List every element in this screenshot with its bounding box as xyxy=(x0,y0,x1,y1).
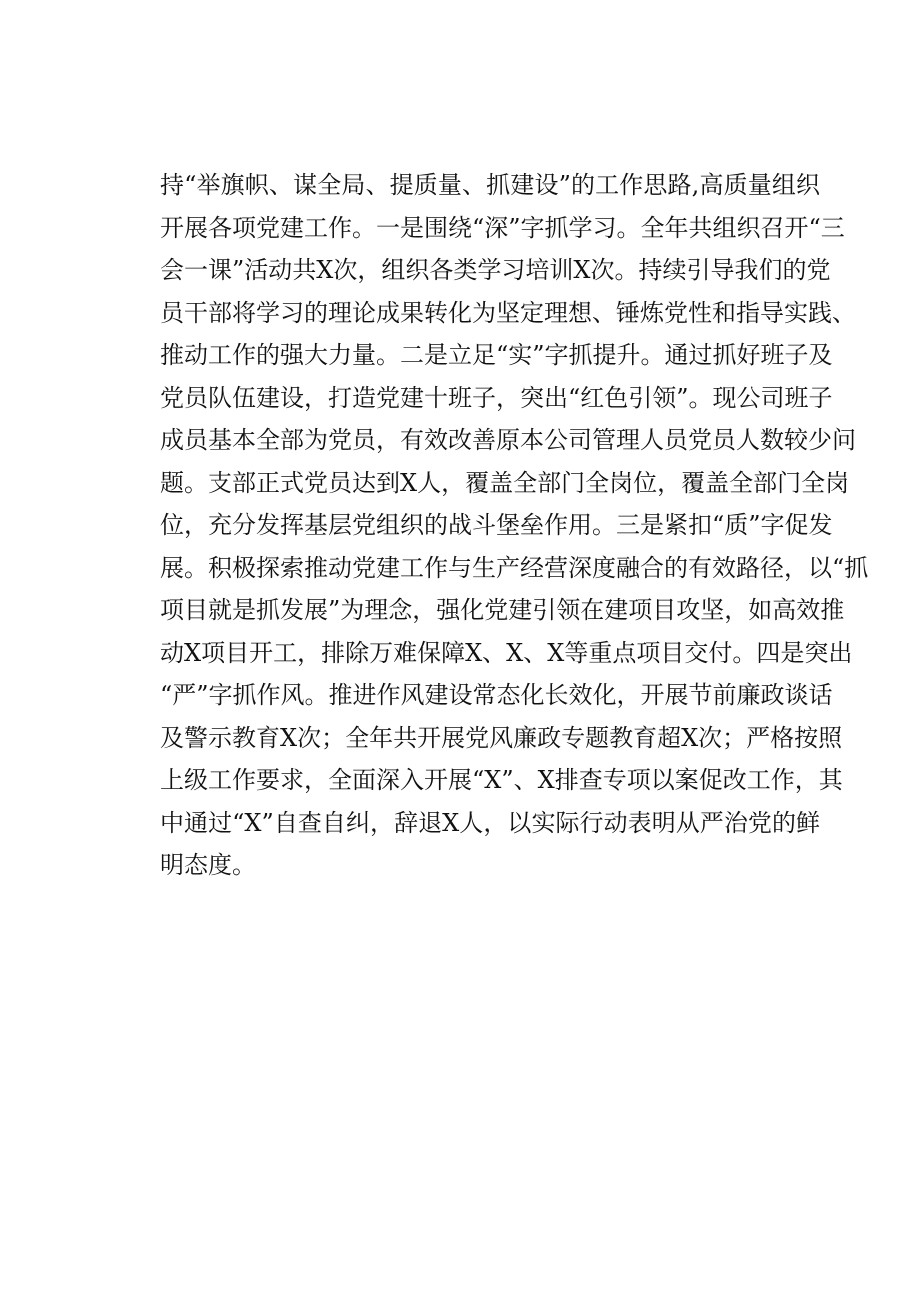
body-paragraph xyxy=(160,164,869,887)
paragraph-line-4: 员干部将学习的理论成果转化为坚定理想、锤炼党性和指导实践、 xyxy=(160,298,856,327)
paragraph-line-14: 及警示教育X次；全年共开展党风廉政专题教育超X次；严格按照 xyxy=(160,723,843,752)
paragraph-line-2: 开展各项党建工作。一是围绕“深”字抓学习。全年共组织召开“三 xyxy=(160,213,845,242)
paragraph-line-7: 成员基本全部为党员，有效改善原本公司管理人员党员人数较少问 xyxy=(160,426,856,454)
paragraph-line-8: 题。支部正式党员达到X人，覆盖全部门全岗位，覆盖全部门全岗 xyxy=(160,468,850,497)
paragraph-line-16: 中通过“X”自查自纠，辞退X人，以实际行动表明从严治党的鲜 xyxy=(160,808,820,837)
paragraph-line-10: 展。积极探索推动党建工作与生产经营深度融合的有效路径，以“抓 xyxy=(160,553,869,582)
paragraph-line-17: 明态度。 xyxy=(160,851,256,879)
paragraph-line-3: 会一课”活动共X次，组织各类学习培训X次。持续引导我们的党 xyxy=(160,256,831,284)
paragraph-line-5: 推动工作的强大力量。二是立足“实”字抓提升。通过抓好班子及 xyxy=(160,341,833,369)
paragraph-line-9: 位，充分发挥基层党组织的战斗堡垒作用。三是紧扣“质”字促发 xyxy=(160,511,833,539)
paragraph-line-11: 项目就是抓发展”为理念，强化党建引领在建项目攻坚，如高效推 xyxy=(160,596,845,624)
paragraph-line-1: 持“举旗帜、谋全局、提质量、抓建设”的工作思路,高质量组织 xyxy=(160,171,820,199)
paragraph-line-12: 动X项目开工，排除万难保障X、X、X等重点项目交付。四是突出 xyxy=(160,638,853,667)
paragraph-line-15: 上级工作要求，全面深入开展“X”、X排查专项以案促改工作，其 xyxy=(160,766,843,794)
paragraph-line-13: “严”字抓作风。推进作风建设常态化长效化，开展节前廉政谈话 xyxy=(160,681,833,709)
paragraph-line-6: 党员队伍建设，打造党建十班子，突出“红色引领”。现公司班子 xyxy=(160,383,833,412)
